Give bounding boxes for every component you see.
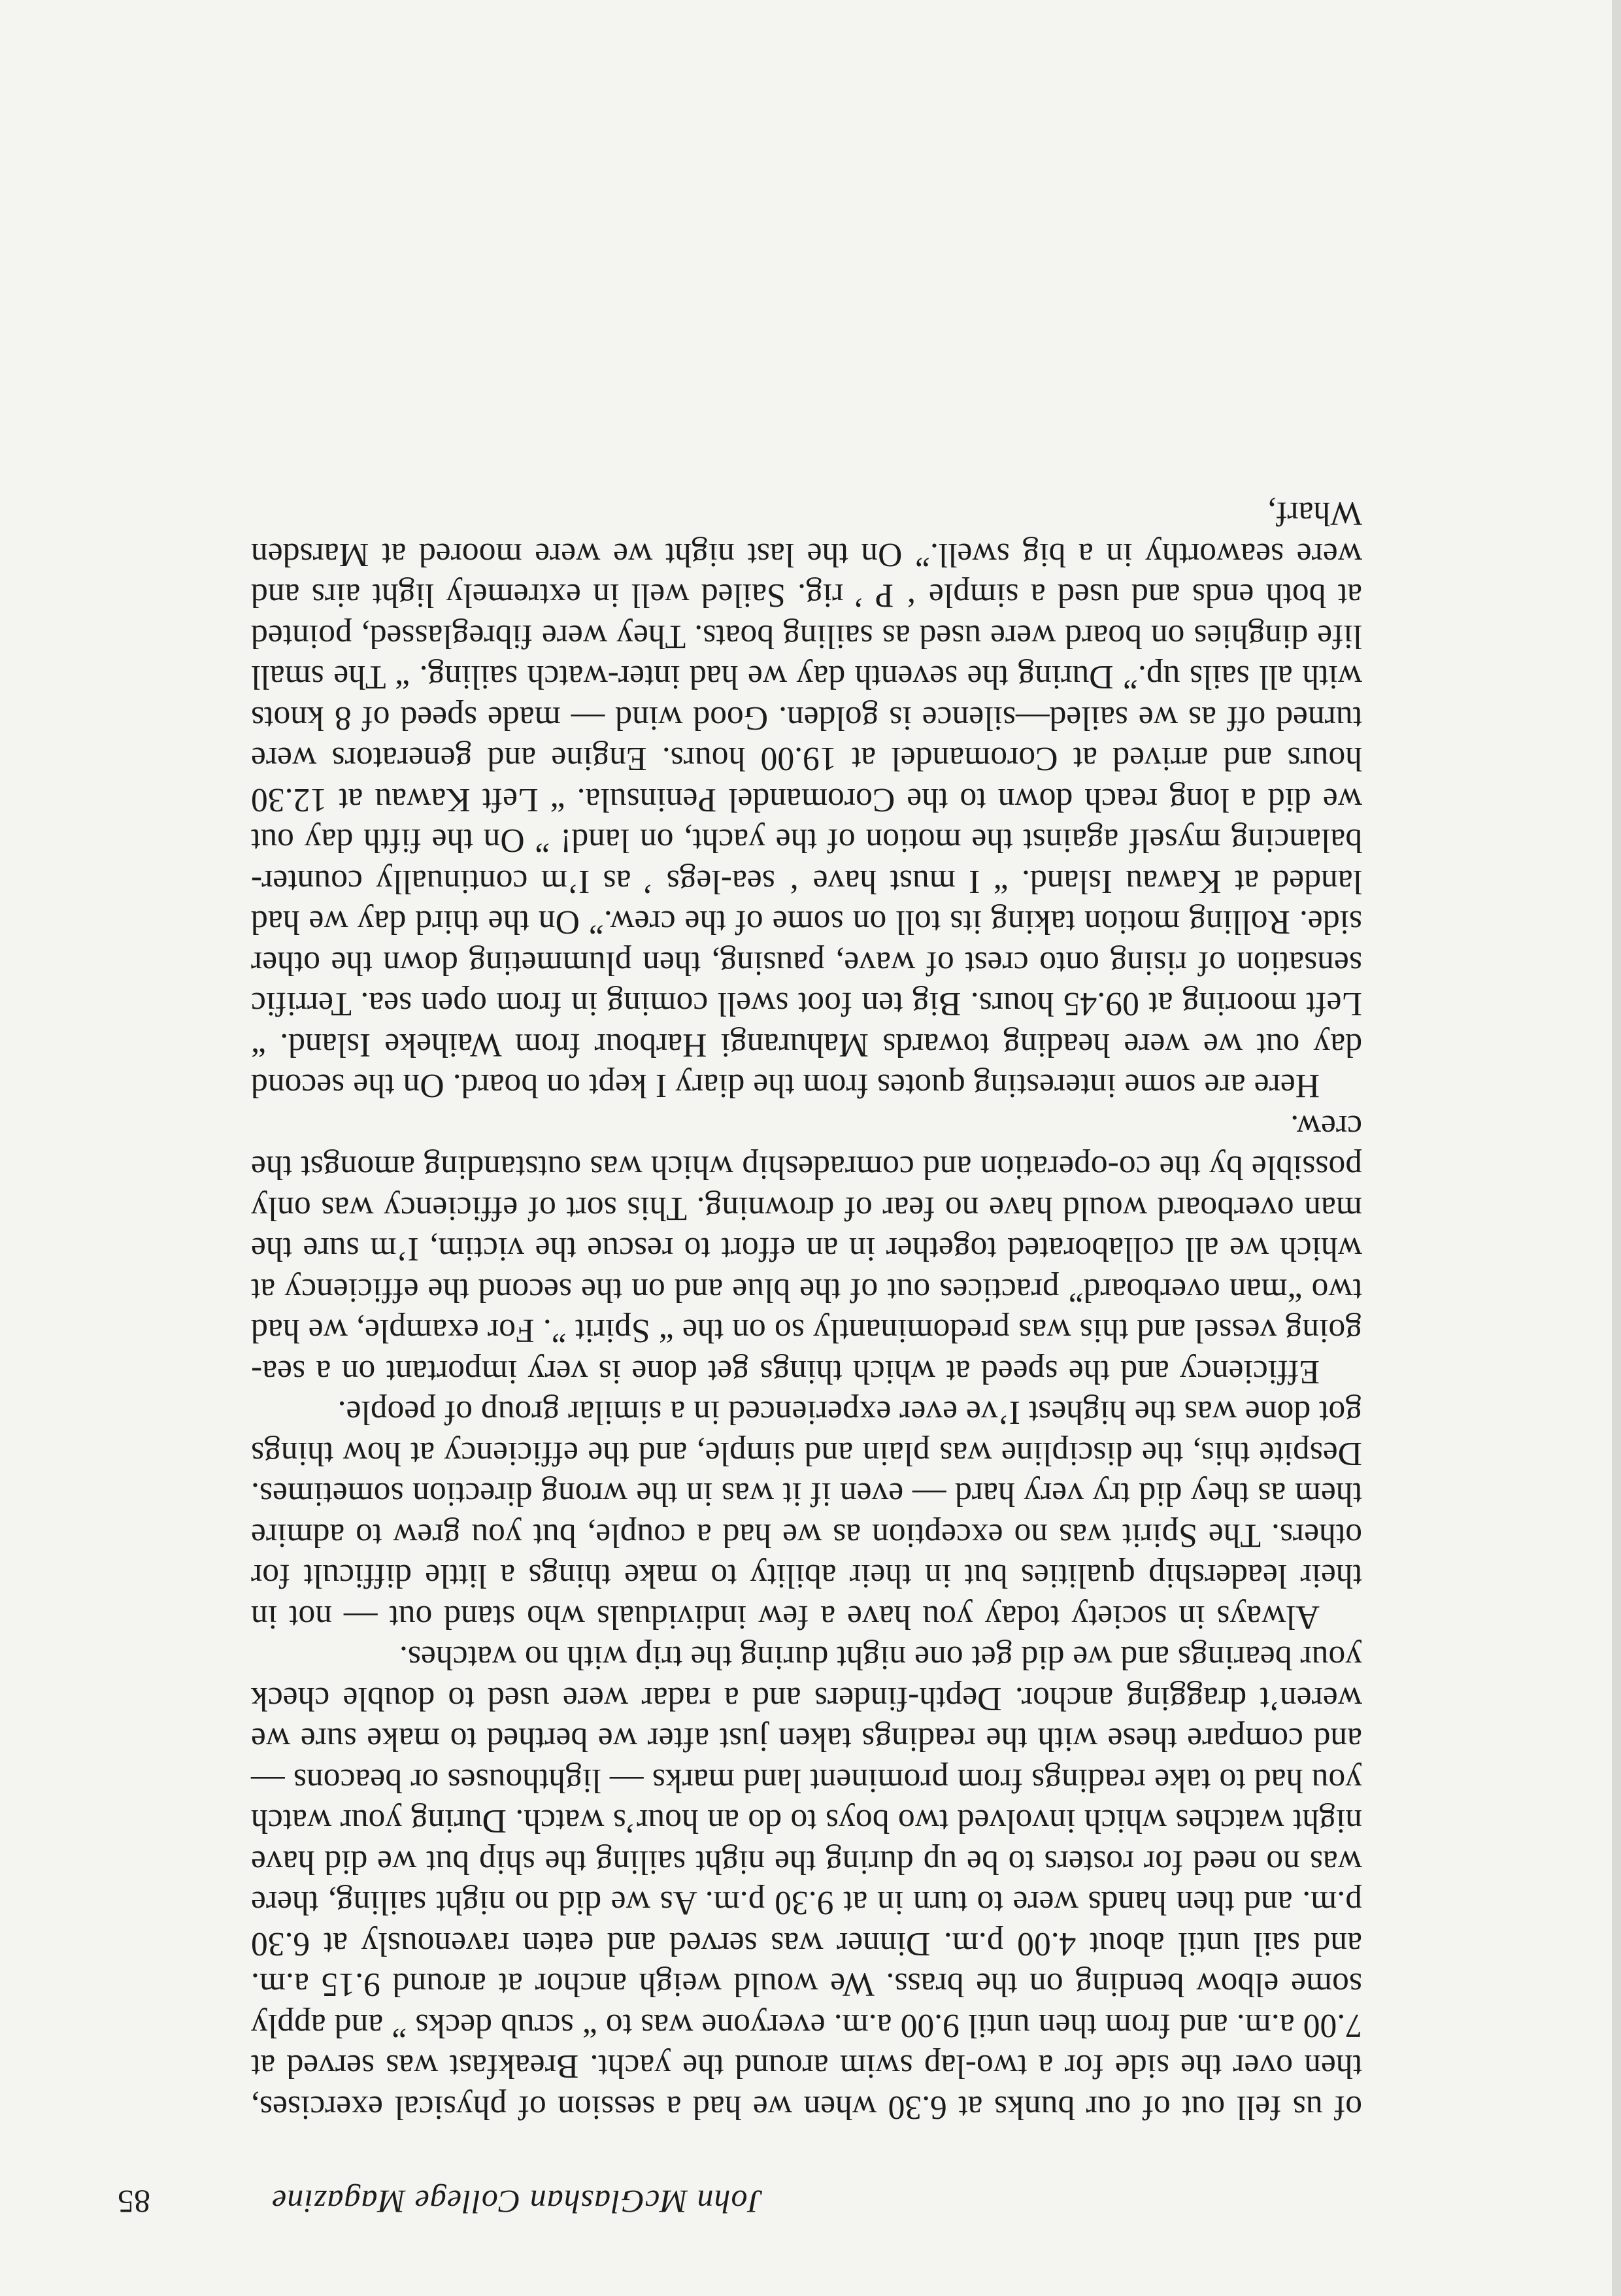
paragraph-leadership: Always in society today you have a few individuals who stand out — not in their leadership qualities but in their ability to make things a little difficult for others. The Spirit was no exception as we had a couple, but you grew to admire them as they did try very hard — even if it was in the wrong direction sometimes. Despite this, the discipline was plain and simple, and the efficiency at how things got done was the highest I’ve ever experienced in a similar group of people. [251,1394,1362,1636]
paragraph-efficiency: Efficiency and the speed at which things get done is very important on a sea-going vessel and this was predominantly so on the “ Spirit ”. For example, we had two “man overboard” practices out of the blue and on the second the efficiency at which we all collaborated together in an effort to rescue the victim, I’m sure the man overboard would have no fear of drowning. This sort of efficiency was only possible by the co-operation and comradeship which was outstanding amongst the crew. [251,1108,1362,1391]
paragraph-schedule: of us fell out of our bunks at 6.30 when we had a session of physical exercises, then over the side for a two-lap swim around the yacht. Breakfast was served at 7.00 a.m. and from then until 9.00 a.m. everyone was to “ scrub decks ” and apply some elbow bending on the brass. We would weigh anchor at around 9.15 a.m. and sail until about 4.00 p.m. Dinner was served and eaten ravenously at 6.30 p.m. and then hands were to turn in at 9.30 p.m. As we did no night sailing, there was no need for rosters to be up during the night sailing the ship but we did have night watches which involved two boys to do an hour’s watch. During your watch you had to take readings from prominent land marks — lighthouses or beacons — and compare these with the readings taken just after we berthed to make sure we weren’t dragging anchor. Depth-finders and a radar were used to double check your bearings and we did get one night during the trip with no watches. [251,1639,1362,2126]
magazine-title: John McGlashan College Magazine [271,2184,763,2220]
article-body [251,493,1362,2127]
page-number: 85 [118,2184,150,2220]
scan-edge-shadow [1612,0,1621,2296]
paragraph-diary-quotes: Here are some interesting quotes from the diary I kept on board. On the second day out we were heading towards Mahurangi Harbour from Waiheke Island. “ Left mooring at 09.45 hours. Big ten foot swell coming in from open sea. Terrific sensation of rising onto crest of wave, pausing, then plummeting down the other side. Rolling motion taking its toll on some of the crew.” On the third day we had landed at Kawau Island. “ I must have ‘ sea-legs ’ as I’m continually counter-balancing myself against the motion of the yacht, on land! ” On the fifth day out we did a long reach down to the Coromandel Peninsula. “ Left Kawau at 12.30 hours and arrived at Coromandel at 19.00 hours. Engine and generators were turned off as we sailed—silence is golden. Good wind — made speed of 8 knots with all sails up.” During the seventh day we had inter-watch sailing. “ The small life dinghies on board were used as sailing boats. They were fibreglassed, pointed at both ends and used a simple ‘ P ’ rig. Sailed well in extremely light airs and were seaworthy in a big swell.” On the last night we were moored at Marsden Wharf, [251,495,1362,1105]
